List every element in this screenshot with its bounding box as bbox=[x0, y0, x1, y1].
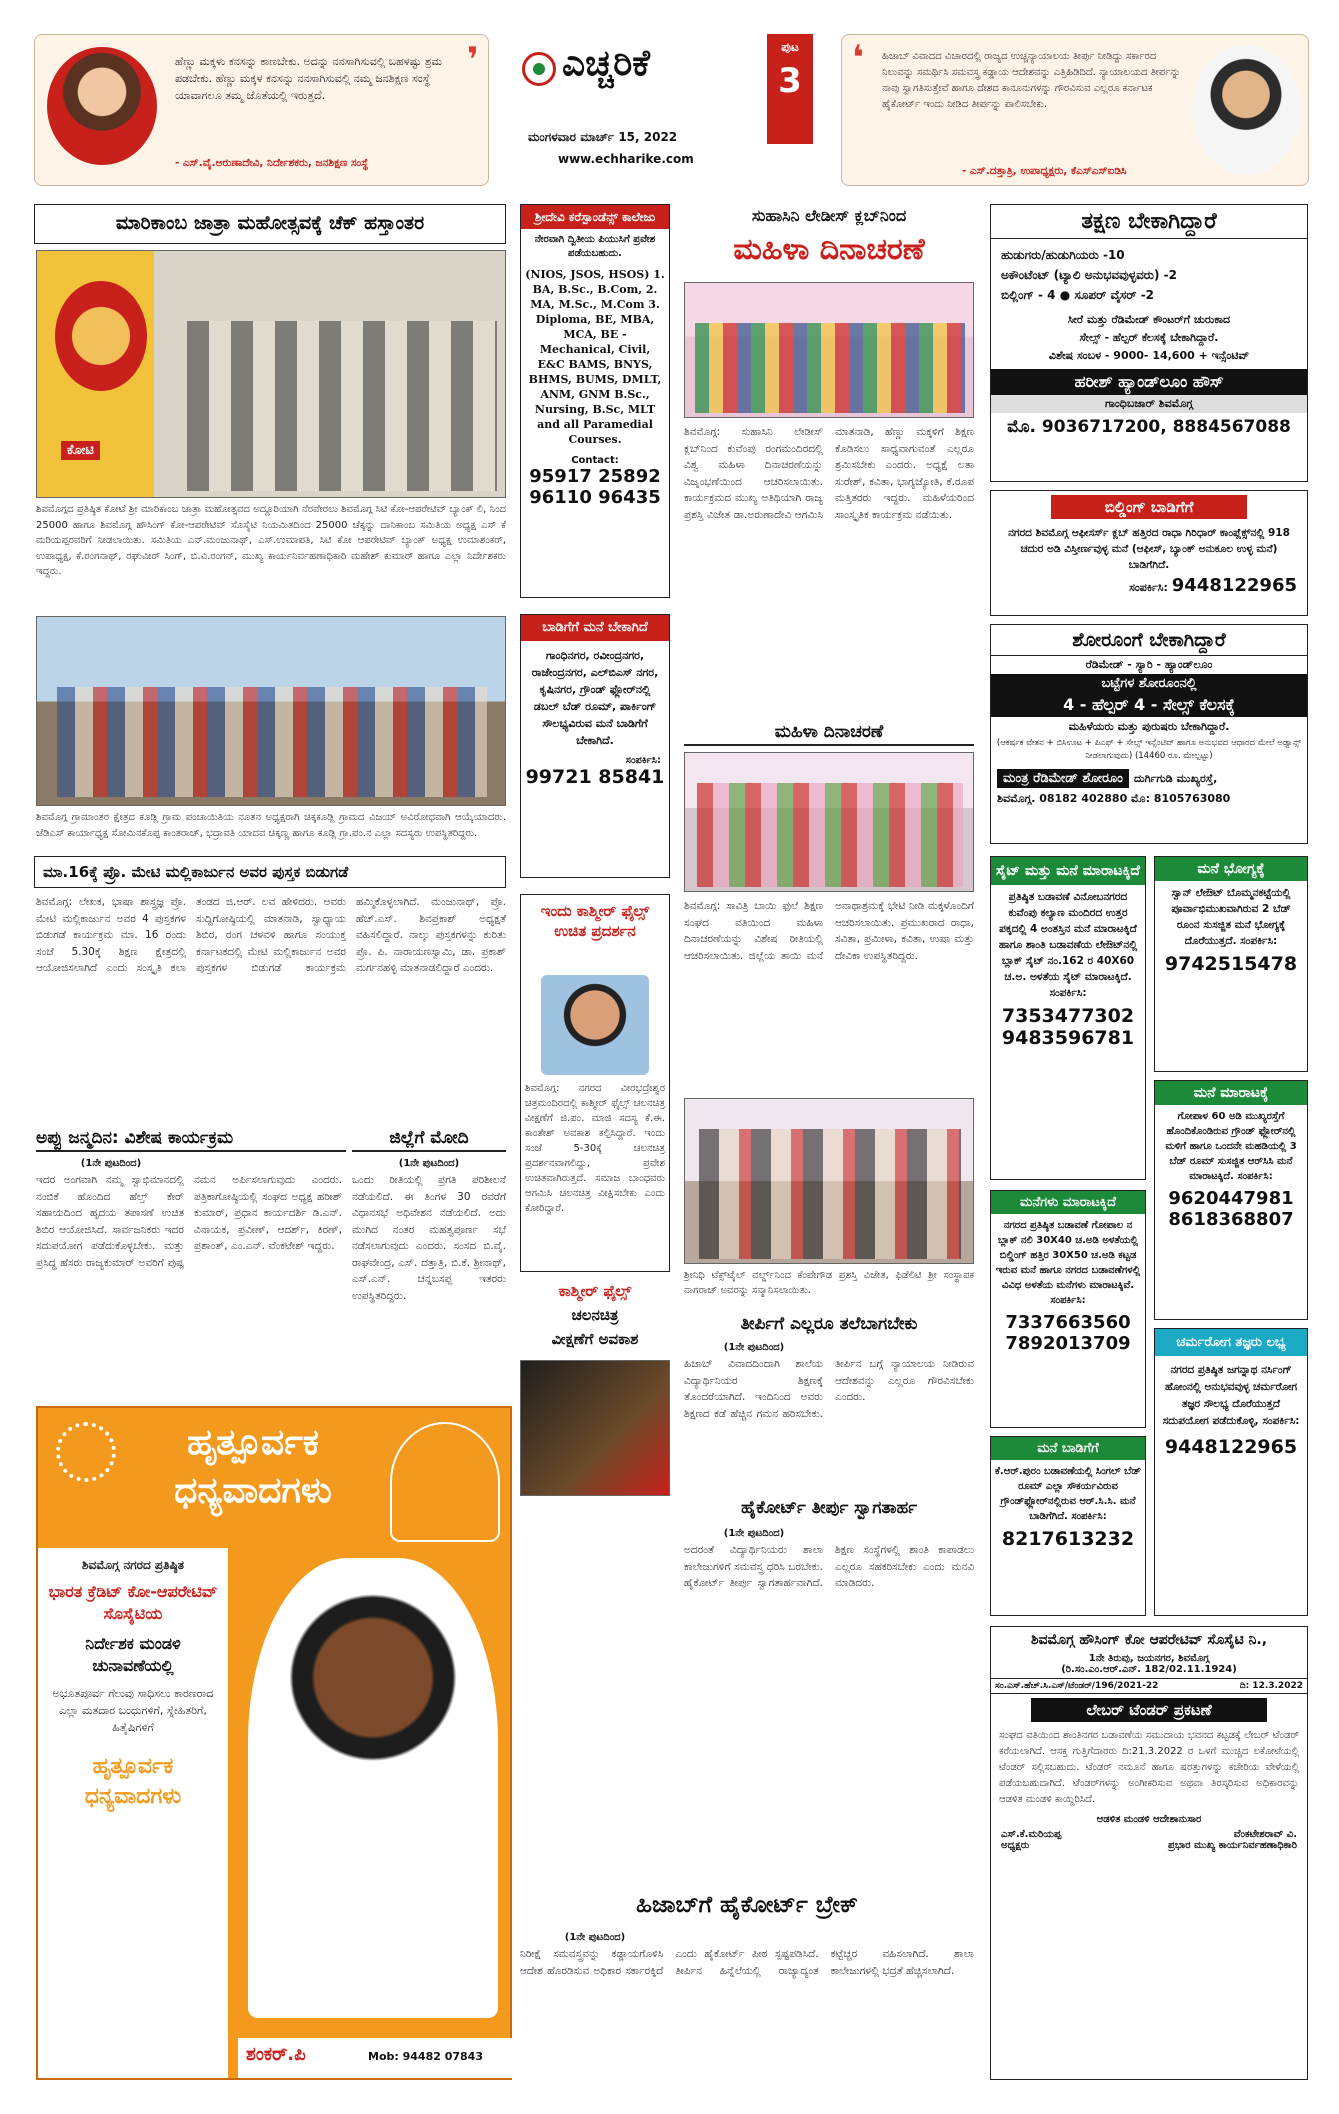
verdict-title: ತೀರ್ಪಿಗೆ ಎಲ್ಲರೂ ತಲೆಬಾಗಬೇಕು bbox=[740, 1314, 918, 1334]
site-phone2: 9483596781 bbox=[1001, 1027, 1135, 1049]
job-phone: ಮೊ. 9036717200, 8884567088 bbox=[1007, 417, 1291, 437]
rent-ad bbox=[520, 614, 670, 878]
bhogya-body: ಸ್ವಾನ್ ಲೇಔಟ್ ಬೊಮ್ಮನಕಟ್ಟೆಯಲ್ಲಿ ಪೂರ್ವಾಭಿಮುಖವಾಗಿರುವ 2 ಬೆಡ್ ರೂಂನ ಸುಸಜ್ಜಿತ ಮನೆ ಭೋಗ್ಯಕ್ಕೆ ದೊರೆಯುತ್ತದೆ. ಸಂಪರ್ಕಿಸಿ: bbox=[1171, 887, 1291, 947]
header-right-panel bbox=[841, 34, 1309, 186]
homes-phone1: 7337663560 bbox=[1005, 1312, 1131, 1333]
story3-body: ಶಿವಮೊಗ್ಗ: ಲೇಖಕ, ಭಾಷಾ ಶಾಸ್ತ್ರಜ್ಞ ಪ್ರೊ. ಮೇಟಿ ಮಲ್ಲಿಕಾರ್ಜುನ ಅವರ 4 ಪುಸ್ತಕಗಳ ಬಿಡುಗಡೆ ಕಾರ್ಯಕ್ರಮ ಮಾ. 16 ರಂದು ಸಂಜೆ 5.30ಕ್ಕೆ ಶಿಕ್ಷಣ ಕ್ಷೇತ್ರದಲ್ಲಿ ಆಯೋಜಿಸಲಾಗಿದೆ ಎಂದು ಸಂಸ್ಕೃತಿ ಕಲಾ ತಂಡದ ಜಿ.ಆರ್. ಲವ ಹೇಳಿದರು. ಅವರು ಸುದ್ದಿಗೋಷ್ಠಿಯಲ್ಲಿ ಮಾತನಾಡಿ, ಸ್ವಾಧ್ಯಾಯ ಶಿಬಿರ, ರಂಗ ಚಳವಳಿ ಹಾಗೂ ಸಂಯುಕ್ತ ಕರ್ನಾಟಕದಲ್ಲಿ ಮೇಟಿ ಮಲ್ಲಿಕಾರ್ಜುನ ಅವರ ಪುಸ್ತಕಗಳ ಬಿಡುಗಡೆ ಕಾರ್ಯಕ್ರಮ ಹಮ್ಮಿಕೊಳ್ಳಲಾಗಿದೆ. ಮಂಜುನಾಥ್, ಪ್ರೊ. ಹೆಚ್.ಎಸ್. ಶಿವಪ್ರಕಾಶ್ ಅಧ್ಯಕ್ಷತೆ ವಹಿಸಲಿದ್ದಾರೆ. ನಾಲ್ಕು ಪುಸ್ತಕಗಳನ್ನು ಕುರಿತು ಪ್ರೊ. ಪಿ. ನಾರಾಯಣಸ್ವಾಮಿ, ಡಾ. ಪ್ರಕಾಶ್ ಮರ್ಗನಹಳ್ಳಿ ಮಾತನಾಡಲಿದ್ದಾರೆ ಎಂದರು. bbox=[36, 896, 506, 974]
rent2-title: ಮನೆ ಬಾಡಿಗೆಗೆ bbox=[991, 1437, 1145, 1460]
tender-closing: ಆಡಳಿತ ಮಂಡಳಿ ಆದೇಶಾನುಸಾರ bbox=[1096, 1814, 1202, 1825]
film-body: ಶಿವಮೊಗ್ಗ: ನಗರದ ವೀರಭದ್ರೇಶ್ವರ ಚಿತ್ರಮಂದಿರದಲ್ಲಿ ಕಾಶ್ಮೀರ್ ಫೈಲ್ಸ್ ಚಲನಚಿತ್ರ ವೀಕ್ಷಣೆಗೆ ಜಿ.ಪಂ. ಮಾಜಿ ಸದಸ್ಯ ಕೆ.ಈ. ಕಾಂತೇಶ್ ಅವಕಾಶ ಕಲ್ಪಿಸಿದ್ದಾರೆ. ಇಂದು ಸಂಜೆ 5-30ಕ್ಕೆ ಚಲನಚಿತ್ರ ಪ್ರದರ್ಶನವಾಗಲಿದ್ದು, ಪ್ರವೇಶ ಉಚಿತವಾಗಿರುತ್ತದೆ. ಸಮಾಜ ಬಾಂಧವರು ಆಗಮಿಸಿ ಚಲನಚಿತ್ರ ವೀಕ್ಷಿಸಬೇಕು ಎಂದು ಕೋರಿದ್ದಾರೆ. bbox=[525, 1083, 665, 1214]
verdict-body: ಹಿಜಾಬ್ ವಿವಾದದಿಂದಾಗಿ ಶಾಲೆಯ ವಿದ್ಯಾರ್ಥಿನಿಯರ ಶಿಕ್ಷಣಕ್ಕೆ ತೊಂದರೆಯಾಗಿದೆ. ಇಂದಿನಿಂದ ಅವರು ಶಿಕ್ಷಣದ ಕಡೆ ಹೆಚ್ಚಿನ ಗಮನ ಹರಿಸಬೇಕು. ತೀರ್ಪಿನ ಬಗ್ಗೆ ನ್ಯಾಯಾಲಯ ನೀಡಿರುವ ಆದೇಶವನ್ನು ಎಲ್ಲರೂ ಗೌರವಿಸಬೇಕು ಎಂದರು. bbox=[684, 1358, 974, 1420]
club-big-title: ಮಹಿಳಾ ದಿನಾಚರಣೆ bbox=[733, 232, 925, 267]
building-ad bbox=[990, 490, 1308, 616]
hijab-body: ನಿರೀಕ್ಷೆ ಸಮವಸ್ತ್ರವನ್ನು ಕಡ್ಡಾಯಗೊಳಿಸಿ ಆದೇಶ ಹೊರಡಿಸುವ ಅಧಿಕಾರ ಸರ್ಕಾರಕ್ಕಿದೆ ಎಂದು ಹೈಕೋರ್ಟ್ ಪೀಠ ಸ್ಪಷ್ಟಪಡಿಸಿದೆ. ತೀರ್ಪಿನ ಹಿನ್ನೆಲೆಯಲ್ಲಿ ರಾಜ್ಯಾದ್ಯಂತ ಕಟ್ಟೆಚ್ಚರ ವಹಿಸಲಾಗಿದೆ. ಶಾಲಾ ಕಾಲೇಜುಗಳಲ್ಲಿ ಭದ್ರತೆ ಹೆಚ್ಚಿಸಲಾಗಿದೆ. bbox=[520, 1948, 974, 1977]
date-line: ಮಂಗಳವಾರ ಮಾರ್ಚ್ 15, 2022 bbox=[528, 130, 678, 144]
homes-phone2: 7892013709 bbox=[1005, 1333, 1131, 1354]
shankar-mobile: Mob: 94482 07843 bbox=[368, 2050, 483, 2063]
college-intro: ನೇರವಾಗಿ ದ್ವಿತೀಯ ಪಿಯುಸಿಗೆ ಪ್ರವೇಶ ಪಡೆಯಬಹುದು. bbox=[534, 234, 656, 259]
left-quote: ಹೆಣ್ಣು ಮಕ್ಕಳು ಕನಸನ್ನು ಕಾಣಬೇಕು. ಅದನ್ನು ನನಸಾಗಿಸುವಲ್ಲಿ ಬಹಳಷ್ಟು ಶ್ರಮ ಪಡಬೇಕು. ಹೆಣ್ಣು ಮಕ್ಕಳ ಕನಸನ್ನು ನನಸಾಗಿಸುವಲ್ಲಿ ನಮ್ಮ ಜನಶಿಕ್ಷಣ ಸಂಸ್ಥೆ ಯಾವಾಗಲೂ ತಮ್ಮ ಜೊತೆಯಲ್ಲಿ ಇರುತ್ತದೆ. bbox=[175, 55, 442, 102]
tender-date: ದಿ: 12.3.2022 bbox=[1239, 1681, 1303, 1691]
kantesh-photo bbox=[541, 975, 649, 1075]
showroom-ad bbox=[990, 624, 1308, 844]
building-phone: 9448122965 bbox=[1171, 575, 1297, 596]
college-title: ಶ್ರೀದೇವಿ ಕರೆಸ್ಪಾಂಡೆನ್ಸ್ ಕಾಲೇಜು bbox=[521, 205, 669, 229]
bhogya-phone: 9742515478 bbox=[1164, 953, 1298, 975]
story1-body: ಶಿವಮೊಗ್ಗದ ಪ್ರತಿಷ್ಠಿತ ಕೋಟೆ ಶ್ರೀ ಮಾರಿಕಾಂಬ ಜಾತ್ರಾ ಮಹೋತ್ಸವದ ಅದ್ದೂರಿಯಾಗಿ ನೆರವೇರಲು ಶಿವಮೊಗ್ಗ ಸಿಟಿ ಕೋ-ಆಪರೇಟಿವ್ ಬ್ಯಾಂಕ್ ಲಿ, ನಿಂದ 25000 ಹಾಗೂ ಶಿವಮೊಗ್ಗ ಹೌಸಿಂಗ್ ಕೋ-ಆಪರೇಟಿವ್ ಸೊಸೈಟಿ ನಿಯಮಿತದಿಂದ 25000 ಚೆಕ್ಕನ್ನು ದಾನಿಕಾಂಬ ಸಮಿತಿಯ ಅಧ್ಯಕ್ಷ ಎಸ್ ಕೆ ಮರಿಯಪ್ಪರವರಿಗೆ ನೀಡಲಾಯಿತು. ಸಮಿತಿಯ ಎನ್.ಮಂಜುನಾಥ್, ಎಸ್.ಉಮಾಪತಿ, ಸಿಟಿ ಕೋ ಆಪರೇಟಿವ್ ಬ್ಯಾಂಕ್ ಅಧ್ಯಕ್ಷ ಉಮಾಶಂಕರ್, ಉಪಾಧ್ಯಕ್ಷ, ಕೆ.ರಂಗನಾಥ್, ರಘುವೀರ್ ಸಿಂಗ್, ಬಿ.ವಿ.ರಂಗನ್, ಮುಖ್ಯ ಕಾರ್ಯನಿರ್ವಹಣಾಧಿಕಾರಿ ಮಹೇಶ್ ಕುಮಾರ್ ಹಾಗೂ ಎಲ್ಲಾ ನಿರ್ದೇಶಕರು ಇದ್ದರು. bbox=[36, 504, 506, 577]
day-title: ಮಹಿಳಾ ದಿನಾಚರಣೆ bbox=[684, 722, 974, 746]
job-line3: ವಿಶೇಷ ಸಂಬಳ - 9000- 14,600 + ಇನ್ಸೆಂಟಿವ್ bbox=[1048, 349, 1250, 362]
skin-ad bbox=[1154, 1328, 1308, 1616]
page-number: 3 bbox=[778, 61, 802, 101]
showroom-name: ಮಂತ್ರ ರೆಡಿಮೇಡ್ ಶೋರೂಂ bbox=[997, 769, 1129, 788]
tender-ad bbox=[990, 1626, 1308, 2080]
story5-title: ಜಿಲ್ಲೆಗೆ ಮೋದಿ bbox=[352, 1128, 506, 1152]
tender-sign1: ಎಸ್.ಕೆ.ಮರಿಯಪ್ಪ bbox=[1001, 1829, 1062, 1840]
rent-contact: ಸಂಪರ್ಕಿಸಿ: bbox=[625, 755, 661, 766]
people-group bbox=[695, 323, 965, 413]
site-phone1: 7353477302 bbox=[1001, 1005, 1135, 1027]
people-group bbox=[699, 1129, 961, 1259]
story3-title: ಮಾ.16ಕ್ಕೆ ಪ್ರೊ. ಮೇಟಿ ಮಲ್ಲಿಕಾರ್ಜುನ ಅವರ ಪುಸ್ತಕ ಬಿಡುಗಡೆ bbox=[34, 856, 506, 888]
right-quote: ಹಿಜಾಬ್ ವಿವಾದದ ವಿಚಾರದಲ್ಲಿ ರಾಜ್ಯದ ಉಚ್ಚನ್ಯಾಯಾಲಯ ತೀರ್ಪು ನೀಡಿದ್ದು ಸರ್ಕಾರದ ನಿಲುವನ್ನು ಸಮರ್ಥಿಸಿ ಸಮವಸ್ತ್ರ ಕಡ್ಡಾಯ ಆದೇಶವನ್ನು ಎತ್ತಿಹಿಡಿದಿದೆ. ನ್ಯಾಯಾಲಯದ ತೀರ್ಪನ್ನು ನಾವು ಸ್ವಾಗತಿಸುತ್ತೇವೆ ಹಾಗೂ ದೇಶದ ಕಾನೂನುಗಳನ್ನು ಗೌರವಿಸುವ ಎಲ್ಲರೂ ಕರ್ನಾಟಕ ಹೈಕೋರ್ಟ್ ಇಂದು ನೀಡಿದ ತೀರ್ಪನ್ನು ಪಾಲಿಸಬೇಕು. bbox=[882, 51, 1181, 110]
film-ad bbox=[520, 894, 670, 1272]
club-body: ಶಿವಮೊಗ್ಗ: ಸುಹಾಸಿನಿ ಲೇಡೀಸ್ ಕ್ಲಬ್‌ನಿಂದ ಕುವೆಂಪು ರಂಗಮಂದಿರದಲ್ಲಿ ವಿಶ್ವ ಮಹಿಳಾ ದಿನಾಚರಣೆಯನ್ನು ವಿಜೃಂಭಣೆಯಿಂದ ಆಚರಿಸಲಾಯಿತು. ಕಾರ್ಯಕ್ರಮದ ಮುಖ್ಯ ಅತಿಥಿಯಾಗಿ ರಾಜ್ಯ ಪ್ರಶಸ್ತಿ ವಿಜೇತ ಡಾ.ಅರುಣಾದೇವಿ ಆಗಮಿಸಿ ಮಾತನಾಡಿ, ಹೆಣ್ಣು ಮಕ್ಕಳಿಗೆ ಶಿಕ್ಷಣ ಕೊಡಿಸಲು ಸಾಧ್ಯವಾಗುವಂತೆ ಎಲ್ಲರೂ ಶ್ರಮಿಸಬೇಕು ಎಂದರು. ಅಧ್ಯಕ್ಷೆ ಲತಾ ಸುರೇಶ್, ಕವಿತಾ, ಭಾಗ್ಯಜ್ಯೋತಿ, ಕೆ.ರೂಪ ಮತ್ತಿತರರು ಇದ್ದರು. ಮಹಿಳೆಯರಿಂದ ಸಾಂಸ್ಕೃತಿಕ ಕಾರ್ಯಕ್ರಮ ನಡೆಯಿತು. bbox=[684, 426, 974, 521]
tender-body: ಸಂಘದ ವತಿಯಿಂದ ಶಾಂತಿನಗರ ಬಡಾವಣೆಯ ಸಮುದಾಯ ಭವನದ ಕಟ್ಟಡಕ್ಕೆ ಲೇಬರ್ ಟೆಂಡರ್ ಕರೆಯಲಾಗಿದೆ. ಆಸಕ್ತ ಗುತ್ತಿಗೆದಾರರು ದಿ:21.3.2022 ರ ಒಳಗೆ ಮುಚ್ಚಿದ ಲಕೋಟೆಯಲ್ಲಿ ಟೆಂಡರ್ ಸಲ್ಲಿಸಬಹುದು. ಟೆಂಡರ್ ನಮೂನೆ ಹಾಗೂ ಷರತ್ತುಗಳನ್ನು ಕಚೇರಿಯ ವೇಳೆಯಲ್ಲಿ ಪಡೆಯಬಹುದಾಗಿದೆ. ಟೆಂಡರ್‌ಗಳನ್ನು ಅಂಗೀಕರಿಸುವ ಅಥವಾ ತಿರಸ್ಕರಿಸುವ ಅಧಿಕಾರವನ್ನು ಆಡಳಿತ ಮಂಡಳಿ ಕಾಯ್ದಿರಿಸಿದೆ. bbox=[999, 1730, 1299, 1805]
film-title: ಇಂದು ಕಾಶ್ಮೀರ್ ಫೈಲ್ಸ್ ಉಚಿತ ಪ್ರದರ್ಶನ bbox=[540, 902, 650, 940]
thanks-body-line3: ನಿರ್ದೇಶಕ ಮಂಡಳಿ ಚುನಾವಣೆಯಲ್ಲಿ bbox=[85, 1634, 181, 1675]
namaste-icon bbox=[390, 1422, 500, 1542]
award-caption: ಶ್ರೀನಿಧಿ ಟೆಕ್ಸ್‌ಟೈಲ್ ವರ್ಲ್ಡ್‌ನಿಂದ ಕೆಂಪೇಗೌಡ ಪ್ರಶಸ್ತಿ ವಿಜೇತ, ಫಿಡೆಲಿಟಿ ಶ್ರೀ ಸಂಸ್ಥಾಪಕ ನಾಗರಾಜ್ ಅವರನ್ನು ಸನ್ಮಾನಿಸಲಾಯಿತು. bbox=[684, 1270, 974, 1296]
logo-icon bbox=[522, 52, 556, 86]
story4-title: ಅಪ್ಪು ಜನ್ಮದಿನ: ವಿಶೇಷ ಕಾರ್ಯಕ್ರಮ bbox=[36, 1128, 346, 1152]
film2-title-line1: ಕಾಶ್ಮೀರ್ ಫೈಲ್ಸ್ bbox=[558, 1282, 632, 1300]
building-title: ಬಿಲ್ಡಿಂಗ್ ಬಾಡಿಗೆಗೆ bbox=[1051, 495, 1247, 519]
hc-title: ಹೈಕೋರ್ಟ್ ತೀರ್ಪು ಸ್ವಾಗತಾರ್ಹ bbox=[740, 1498, 918, 1518]
showroom-note: (ಆಕರ್ಷಕ ವೇತನ + ಬಿಸಿಊಟ + ಪಿಎಫ್ + ಸೇಲ್ಸ್ ಇನ್ಸೆಂಟಿವ್ ಹಾಗೂ ಅನುಭವದ ಆಧಾರದ ಮೇಲೆ ಅಡ್ವಾನ್ಸ್ ನೀಡಲಾಗುವುದು) (14460 ರೂ. ಮೇಲ್ಪಟ್ಟು) bbox=[996, 738, 1302, 761]
tender-sign2: ವೆಂಕಟೇಶರಾವ್ ವಿ. bbox=[1233, 1829, 1297, 1840]
right-signature: - ಎಸ್.ದತ್ತಾತ್ರಿ, ಉಪಾಧ್ಯಕ್ಷರು, ಕೆಎಸ್‌ಎಸ್ಐಡಿಸಿ bbox=[962, 165, 1127, 177]
left-signature: - ಎಸ್.ವೈ.ಅರುಣಾದೇವಿ, ನಿರ್ದೇಶಕರು, ಜನಶಿಕ್ಷಣ ಸಂಸ್ಥೆ bbox=[175, 157, 369, 169]
story2-photo bbox=[36, 616, 506, 806]
club-photo bbox=[684, 282, 974, 418]
story4-body: ಇದರ ಅಂಗವಾಗಿ ನಮ್ಮ ಸ್ವಾಭಿಮಾನದಲ್ಲಿ ನಂಬಿಕೆ ಹೊಂದಿದ ಹೆಲ್ತ್ ಕೇರ್ ಸಹಾಯದಿಂದ ಹೃದಯ ತಪಾಸಣೆ ಉಚಿತ ಶಿಬಿರ ಆಯೋಜಿಸಿದೆ. ಸಾರ್ವಜನಿಕರು ಇದರ ಸದುಪಯೋಗ ಪಡೆದುಕೊಳ್ಳಬೇಕು. ಮತ್ತು ಪ್ರಸಿದ್ಧ ಹೆಸರು ರಾಜ್ಯಕುಮಾರ್ ಅವರಿಗೆ ಪುಷ್ಪ ನಮನ ಅರ್ಪಿಸಲಾಗುವುದು ಎಂದರು. ಪತ್ರಿಕಾಗೋಷ್ಠಿಯಲ್ಲಿ ಸಂಘದ ಅಧ್ಯಕ್ಷ ಹರೀಶ್ ಕುಮಾರ್, ಪ್ರಧಾನ ಕಾರ್ಯದರ್ಶಿ ಡಿ.ಎನ್. ವಿನಾಯಕ, ಪ್ರವೀಣ್, ಆದರ್ಶ್, ಕಿರಣ್, ಪ್ರಶಾಂತ್, ಎಂ.ಎನ್. ವೆಂಕಟೇಶ್ ಇದ್ದರು. bbox=[36, 1174, 342, 1269]
tender-reg: (ರಿ.ಸಂ.ಎಂ.ಆರ್.ಎನ್. 182/02.11.1924) bbox=[1061, 1664, 1237, 1675]
day-photo bbox=[684, 752, 974, 892]
showroom-title: ಶೋರೂಂಗೆ ಬೇಕಾಗಿದ್ದಾರೆ bbox=[991, 625, 1307, 656]
sale-phone1: 9620447981 bbox=[1168, 1188, 1294, 1209]
bhogya-ad bbox=[1154, 856, 1308, 1072]
photo1-caption-word: ಕೋಟಿ bbox=[61, 441, 100, 460]
homes-title: ಮನೆಗಳು ಮಾರಾಟಕ್ಕಿದೆ bbox=[991, 1191, 1145, 1214]
film-poster bbox=[520, 1360, 670, 1496]
site-ad bbox=[990, 856, 1146, 1180]
tender-org: ಶಿವಮೊಗ್ಗ ಹೌಸಿಂಗ್ ಕೋ ಆಪರೇಟಿವ್ ಸೊಸೈಟಿ ನಿ., bbox=[1030, 1632, 1268, 1648]
masthead bbox=[520, 34, 820, 184]
building-body: ನಗರದ ಶಿವಮೊಗ್ಗ ಆಫೀಸರ್ಸ್ ಕ್ಲಬ್ ಹತ್ತಿರದ ರಾಧಾ ಗಿರಿಧಾರ್ ಕಾಂಪ್ಲೆಕ್ಸ್‌ನಲ್ಲಿ 918 ಚದುರ ಅಡಿ ವಿಸ್ತೀರ್ಣವುಳ್ಳ ಮನೆ (ಆಫೀಸ್, ಬ್ಯಾಂಕ್ ಅನುಕೂಲ ಉಳ್ಳ ಮನೆ) ಬಾಡಿಗೆಗಿದೆ. bbox=[1008, 527, 1290, 571]
people-group bbox=[697, 783, 963, 887]
job-item: ಅಕೌಂಟೆಂಟ್ (ಟ್ಯಾಲಿ ಅನುಭವವುಳ್ಳವರು) -2 bbox=[1001, 268, 1177, 282]
header-left-panel bbox=[34, 34, 489, 186]
rent2-body: ಕೆ.ಆರ್.ಪುರಂ ಬಡಾವಣೆಯಲ್ಲಿ ಸಿಂಗಲ್ ಬೆಡ್ ರೂಮ್ ಎಲ್ಲಾ ಸೌಕರ್ಯವಿರುವ ಗ್ರೌಂಡ್‌ಫ್ಲೋರ್‌ನಲ್ಲಿರುವ ಆರ್.ಸಿ.ಸಿ. ಮನೆ ಬಾಡಿಗೆಗಿದೆ. ಸಂಪರ್ಕಿಸಿ: bbox=[995, 1466, 1141, 1522]
thanks-title-line1: ಹೃತ್ಪೂರ್ವಕ bbox=[187, 1422, 319, 1463]
thanks-title-line2: ಧನ್ಯವಾದಗಳು bbox=[174, 1470, 332, 1511]
tender-title: ಲೇಬರ್ ಟೆಂಡರ್ ಪ್ರಕಟಣೆ bbox=[1031, 1698, 1267, 1722]
thanks-body-line2: ಭಾರತ ಕ್ರೆಡಿಟ್ ಕೋ-ಆಪರೇಟಿವ್ ಸೊಸೈಟಿಯ bbox=[48, 1582, 218, 1623]
rent-body: ಗಾಂಧಿನಗರ, ರವೀಂದ್ರನಗರ, ರಾಜೇಂದ್ರನಗರ, ಎಲ್‌ಬಿಎಸ್ ನಗರ, ಕೃಷಿನಗರ, ಗ್ರೌಂಡ್ ಫ್ಲೋರ್‌ನಲ್ಲಿ ಡಬಲ್ ಬೆಡ್ ರೂಮ್, ಪಾರ್ಕಿಂಗ್ ಸೌಲಭ್ಯವಿರುವ ಮನೆ ಬಾಡಿಗೆಗೆ ಬೇಕಾಗಿದೆ. bbox=[531, 649, 659, 747]
sale-title: ಮನೆ ಮಾರಾಟಕ್ಕೆ bbox=[1155, 1081, 1307, 1105]
flower-icon bbox=[56, 1422, 116, 1482]
story5-body: ಒಂದು ರೀತಿಯಲ್ಲಿ ಪ್ರಗತಿ ಪರಿಶೀಲನೆ ನಡೆಯಲಿದೆ. ಈ ತಿಂಗಳ 30 ರವರೆಗೆ ವಿಧಾನಸಭೆ ಅಧಿವೇಶನ ನಡೆಯಲಿದೆ. ಅದು ಮುಗಿದ ನಂತರ ಮಹತ್ವಪೂರ್ಣ ಸಭೆ ನಡೆಸಲಾಗುವುದು ಎಂದರು. ಸಂಸದ ಬಿ.ವೈ. ರಾಘವೇಂದ್ರ, ಎಸ್. ದತ್ತಾತ್ರಿ, ಬಿ.ಕೆ. ಶ್ರೀನಾಥ್, ಎಸ್.ಎನ್. ಚನ್ನಬಸಪ್ಪ ಇತರರು ಉಪಸ್ಥಿತರಿದ್ದರು. bbox=[352, 1174, 506, 1302]
showroom-phone: ಶಿವಮೊಗ್ಗ. 08182 402880 ಮೊ: 8105763080 bbox=[997, 792, 1231, 805]
tender-sign2-role: ಪ್ರಭಾರ ಮುಖ್ಯ ಕಾರ್ಯನಿರ್ವಹಣಾಧಿಕಾರಿ bbox=[1167, 1840, 1297, 1851]
sale-ad bbox=[1154, 1080, 1308, 1320]
verdict-dateline: (1ನೇ ಪುಟದಿಂದ) bbox=[723, 1342, 785, 1353]
college-courses: (NIOS, JSOS, HSOS) 1. BA, B.Sc., B.Com, 2. MA, M.Sc., M.Com 3. Diploma, BE, MBA, MCA, BE - Mechanical, Civil, E&C BAMS, BNYS, BHMS, BUMS, DMLT, ANM, GNM B.Sc., Nursing, B.Sc, MLT and all Paramedial Courses. bbox=[525, 268, 665, 446]
thanks-body-line1: ಶಿವಮೊಗ್ಗ ನಗರದ ಪ್ರತಿಷ್ಠಿತ bbox=[81, 1558, 185, 1572]
shankar-name: ಶಂಕರ್.ಪಿ bbox=[246, 2044, 306, 2065]
story2-body: ಶಿವಮೊಗ್ಗ ಗ್ರಾಮಾಂತರ ಕ್ಷೇತ್ರದ ಕೂಡ್ಲಿ ಗ್ರಾಮ ಪಂಚಾಯಿತಿಯ ನೂತನ ಅಧ್ಯಕ್ಷರಾಗಿ ಚಿಕ್ಕಕೂಡ್ಲಿ ಗ್ರಾಮದ ವಿಜಯ್ ಅವಿರೋಧವಾಗಿ ಆಯ್ಕೆಯಾದರು. ಜೆಡಿಎಸ್ ಕಾರ್ಯಾಧ್ಯಕ್ಷ ಸೋಮಿನಕೊಪ್ಪ ಕಾಂತರಾಜ್, ಭದ್ರಾವತಿ ಯಾದವ ಚಿಕ್ಕಣ್ಣ ಹಾಗೂ ಕೂಡ್ಲಿ ಗ್ರಾ.ಪಂ.ನ ಎಲ್ಲಾ ಸದಸ್ಯರು ಉಪಸ್ಥಿತರಿದ್ದರು. bbox=[36, 812, 506, 839]
day-body: ಶಿವಮೊಗ್ಗ: ಸಾವಿತ್ರಿ ಬಾಯಿ ಫುಲೆ ಶಿಕ್ಷಣ ಸಂಘದ ವತಿಯಿಂದ ಮಹಿಳಾ ದಿನಾಚರಣೆಯನ್ನು ವಿಶೇಷ ರೀತಿಯಲ್ಲಿ ಆಚರಿಸಲಾಯಿತು. ಜಿಲ್ಲೆಯ ತಾಯಿ ಮನೆ ಅನಾಥಾಶ್ರಮಕ್ಕೆ ಭೇಟಿ ನೀಡಿ ಮಕ್ಕಳೊಂದಿಗೆ ಆಚರಿಸಲಾಯಿತು. ಪ್ರಮುಖರಾದ ರಾಧಾ, ಸವಿತಾ, ಪ್ರಮೀಳಾ, ಕವಿತಾ, ಉಷಾ ಮತ್ತು ದೇವಿಕಾ ಉಪಸ್ಥಿತರಿದ್ದರು. bbox=[684, 900, 974, 962]
award-photo bbox=[684, 1098, 974, 1264]
story1-title: ಮಾರಿಕಾಂಬ ಜಾತ್ರಾ ಮಹೋತ್ಸವಕ್ಕೆ ಚೆಕ್ ಹಸ್ತಾಂತರ bbox=[34, 204, 506, 244]
job-line2: ಸೇಲ್ಸ್ - ಹೆಲ್ಪರ್ ಕೆಲಸಕ್ಕೆ ಬೇಕಾಗಿದ್ದಾರೆ. bbox=[1079, 331, 1219, 344]
rent2-phone: 8217613232 bbox=[1001, 1528, 1135, 1550]
building-contact: ಸಂಪರ್ಕಿಸಿ: bbox=[1129, 581, 1172, 594]
shankar-name-bar bbox=[238, 2038, 512, 2078]
showroom-line: ಮಹಿಳೆಯರು ಮತ್ತು ಪುರುಷರು ಬೇಕಾಗಿದ್ದಾರೆ. bbox=[1068, 720, 1230, 733]
job-item: ಹುಡುಗರು/ಹುಡುಗಿಯರು -10 bbox=[1001, 248, 1125, 262]
showroom-band: ಬಟ್ಟೆಗಳ ಶೋರೂಂನಲ್ಲಿ bbox=[991, 674, 1307, 693]
job-address: ಗಾಂಧಿಬಜಾರ್ ಶಿವಮೊಗ್ಗ bbox=[991, 395, 1307, 413]
rent2-ad bbox=[990, 1436, 1146, 1616]
tender-ref: ಸಂ.ಎಸ್.ಹೆಚ್.ಸಿ.ಎಸ್/ಟೆಂಡರ್/196/2021-22 bbox=[995, 1681, 1159, 1691]
job-line1: ಸೀರೆ ಮತ್ತು ರೆಡಿಮೇಡ್ ಕೌಂಟರ್‌ಗೆ ಚುರುಕಾದ bbox=[1067, 313, 1231, 326]
sale-body: ಗೋಪಾಳ 60 ಅಡಿ ಮುಖ್ಯರಸ್ತೆಗೆ ಹೊಂದಿಕೊಂಡಿರುವ ಗ್ರೌಂಡ್ ಫ್ಲೋರ್‌ನಲ್ಲಿ ಮಳಿಗೆ ಹಾಗೂ ಒಂದನೇ ಮಹಡಿಯಲ್ಲಿ 3 ಬೆಡ್ ರೂಮ್ ಸುಸಜ್ಜಿತ ಆರ್‌ಸಿಸಿ ಮನೆ ಮಾರಾಟಕ್ಕಿದೆ. ಸಂಪರ್ಕಿಸಿ: bbox=[1165, 1111, 1297, 1182]
skin-title: ಚರ್ಮರೋಗ ತಜ್ಞರು ಲಭ್ಯ bbox=[1155, 1329, 1307, 1356]
college-ad bbox=[520, 204, 670, 598]
skin-body: ನಗರದ ಪ್ರತಿಷ್ಠಿತ ಜಗನ್ನಾಥ ನರ್ಸಿಂಗ್ ಹೋಂನಲ್ಲಿ ಅನುಭವವುಳ್ಳ ಚರ್ಮರೋಗ ತಜ್ಞರ ಸೌಲಭ್ಯ ದೊರೆಯುತ್ತದೆ ಸದುಪಯೋಗ ಪಡೆದುಕೊಳ್ಳಿ, ಸಂಪರ್ಕಿಸಿ: bbox=[1162, 1364, 1300, 1427]
story1-photo bbox=[36, 250, 506, 498]
job-ad bbox=[990, 204, 1308, 482]
skin-phone: 9448122965 bbox=[1164, 1436, 1298, 1458]
job-shop: ಹರೀಶ್ ಹ್ಯಾಂಡ್‌ಲೂಂ ಹೌಸ್ bbox=[991, 369, 1307, 395]
homes-ad bbox=[990, 1190, 1146, 1428]
tender-addr: 1ನೇ ತಿರುವು, ಜಯನಗರ, ಶಿವಮೊಗ್ಗ bbox=[1088, 1653, 1210, 1664]
showroom-addr: ದುರ್ಗಿಗುಡಿ ಮುಖ್ಯರಸ್ತೆ, bbox=[1134, 772, 1218, 785]
bhogya-title: ಮನೆ ಭೋಗ್ಯಕ್ಕೆ bbox=[1155, 857, 1307, 881]
hc-dateline: (1ನೇ ಪುಟದಿಂದ) bbox=[723, 1528, 785, 1539]
rent-phone: 99721 85841 bbox=[525, 766, 665, 788]
people-group bbox=[57, 687, 487, 797]
film2-title-line3: ವೀಕ್ಷಣೆಗೆ ಅವಕಾಶ bbox=[551, 1330, 639, 1348]
sale-phone2: 8618368807 bbox=[1168, 1209, 1294, 1230]
thanks-ad bbox=[36, 1406, 512, 2080]
quote-mark-icon: ❜ bbox=[467, 40, 479, 80]
job-item: ಬಿಲ್ಲಿಂಗ್ - 4 ● ಸೂಪರ್ ವೈಸರ್ -2 bbox=[1001, 288, 1155, 302]
thanks-footer-title: ಹೃತ್ಪೂರ್ವಕ ಧನ್ಯವಾದಗಳು bbox=[84, 1754, 182, 1809]
film2-title-line2: ಚಲನಚಿತ್ರ bbox=[571, 1306, 619, 1324]
people-group bbox=[187, 321, 497, 491]
homes-body: ನಗರದ ಪ್ರತಿಷ್ಠಿತ ಬಡಾವಣೆ ಗೋಪಾಲ ನ ಬ್ಲಾಕ್ ನಲಿ 30X40 ಚ.ಅಡಿ ಅಳತೆಯಲ್ಲಿ ಬಿಲ್ಡಿಂಗ್ ಹತ್ತಿರ 30X50 ಚ.ಅಡಿ ಕಟ್ಟಡ ಇರುವ ಮನೆ ಹಾಗೂ ನಗರದ ಬಡಾವಣೆಗಳಲ್ಲಿ ವಿವಿಧ ಅಳತೆಯ ಮನೆಗಳು ಮಾರಾಟಕ್ಕಿವೆ. ಸಂಪರ್ಕಿಸಿ: bbox=[995, 1220, 1141, 1306]
shankar-photo bbox=[248, 1558, 498, 2018]
story5-dateline: (1ನೇ ಪುಟದಿಂದ) bbox=[398, 1158, 460, 1169]
page-number-box bbox=[767, 34, 813, 144]
thanks-body-line4: ಅಭೂತಪೂರ್ವ ಗೆಲುವು ಸಾಧಿಸಲು ಕಾರಣರಾದ ಎಲ್ಲಾ ಮತದಾರ ಬಂಧುಗಳಿಗೆ, ಸ್ನೇಹಿತರಿಗೆ, ಹಿತೈಷಿಗಳಿಗೆ bbox=[52, 1687, 214, 1734]
logo-text: ಎಚ್ಚರಿಕೆ bbox=[562, 42, 650, 84]
rent-title: ಬಾಡಿಗೆಗೆ ಮನೆ ಬೇಕಾಗಿದೆ bbox=[521, 615, 669, 641]
site-body: ಪ್ರತಿಷ್ಠಿತ ಬಡಾವಣೆ ವಿನೋಬನಗರದ ಕುವೆಂಪು ಕಲ್ಯಾಣ ಮಂದಿರದ ಉತ್ತರ ಪಕ್ಕದಲ್ಲಿ 4 ಅಂತಸ್ತಿನ ಮನೆ ಮಾರಾಟಕ್ಕಿದೆ ಹಾಗೂ ಶಾಂತಿ ಬಡಾವಣೆಯ ಲೇಔಟ್‌ನಲ್ಲಿ ಬ್ಲಾಕ್ ಸೈಟ್ ನಂ.162 ರ 40X60 ಚ.ಅ. ಅಳತೆಯ ಸೈಟ್ ಮಾರಾಟಕ್ಕಿದೆ. ಸಂಪರ್ಕಿಸಿ: bbox=[998, 891, 1138, 999]
dattatri-photo bbox=[1192, 45, 1300, 175]
hc-body: ಅದರಂತೆ ವಿದ್ಯಾರ್ಥಿನಿಯರು ಶಾಲಾ ಕಾಲೇಜುಗಳಿಗೆ ಸಮವಸ್ತ್ರ ಧರಿಸಿ ಬರಬೇಕು. ಹೈಕೋರ್ಟ್ ತೀರ್ಪು ಸ್ವಾಗತಾರ್ಹವಾಗಿದೆ. ಶಿಕ್ಷಣ ಸಂಸ್ಥೆಗಳಲ್ಲಿ ಶಾಂತಿ ಕಾಪಾಡಲು ಎಲ್ಲರೂ ಸಹಕರಿಸಬೇಕು ಎಂದು ಮನವಿ ಮಾಡಿದರು. bbox=[684, 1544, 974, 1589]
college-phone1: 95917 25892 bbox=[529, 466, 661, 487]
club-title: ಸುಹಾಸಿನಿ ಲೇಡೀಸ್ ಕ್ಲಬ್‌ನಿಂದ bbox=[751, 206, 907, 225]
arunadevi-photo bbox=[47, 47, 157, 165]
hijab-title: ಹಿಜಾಬ್‌ಗೆ ಹೈಕೋರ್ಟ್ ಬ್ರೇಕ್ bbox=[636, 1892, 858, 1918]
website[interactable]: www.echharike.com bbox=[558, 152, 694, 166]
job-title: ತಕ್ಷಣ ಬೇಕಾಗಿದ್ದಾರೆ bbox=[991, 205, 1307, 239]
site-title: ಸೈಟ್ ಮತ್ತು ಮನೆ ಮಾರಾಟಕ್ಕಿದೆ bbox=[991, 857, 1145, 885]
goddess-figure bbox=[55, 281, 147, 391]
showroom-band2: 4 - ಹೆಲ್ಪರ್ 4 - ಸೇಲ್ಸ್ ಕೆಲಸಕ್ಕೆ bbox=[991, 693, 1307, 717]
thanks-body-panel bbox=[38, 1548, 228, 2078]
college-contact-label: Contact: bbox=[571, 455, 619, 466]
tender-sign1-role: ಅಧ್ಯಕ್ಷರು bbox=[1001, 1840, 1030, 1851]
page-label: ಪುಟ bbox=[781, 40, 799, 54]
quote-mark-icon: ❛ bbox=[852, 38, 864, 78]
story4-dateline: (1ನೇ ಪುಟದಿಂದ) bbox=[80, 1158, 142, 1169]
college-phone2: 96110 96435 bbox=[529, 487, 661, 508]
showroom-sub: ರೆಡಿಮೇಡ್ - ಸ್ಯಾರಿ - ಹ್ಯಾಂಡ್‌ಲೂಂ bbox=[1085, 658, 1213, 671]
hijab-dateline: (1ನೇ ಪುಟದಿಂದ) bbox=[564, 1932, 626, 1943]
